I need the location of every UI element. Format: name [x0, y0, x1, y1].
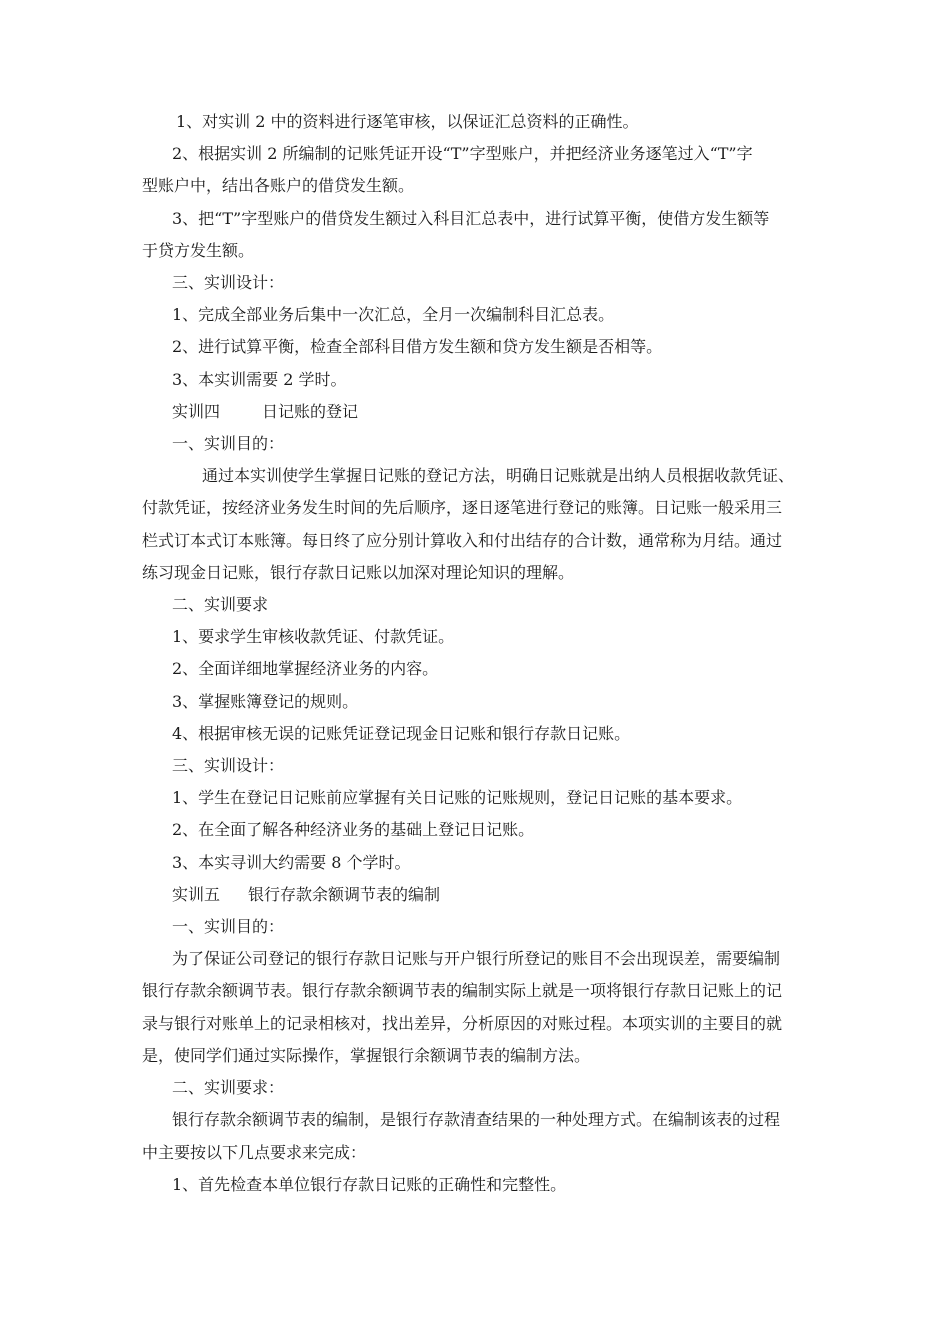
paragraph-line: 4、根据审核无误的记账凭证登记现金日记账和银行存款日记账。 — [172, 723, 631, 743]
chapter-title: 银行存款余额调节表的编制 — [248, 884, 441, 904]
chapter-heading-5 — [172, 879, 814, 911]
paragraph-line: 录与银行对账单上的记录相核对，找出差异，分析原因的对账过程。本项实训的主要目的就 — [142, 1013, 783, 1033]
paragraph-line: 3、本实寻训大约需要 8 个学时。 — [172, 852, 411, 872]
paragraph-line: 3、本实训需要 2 学时。 — [172, 369, 347, 389]
paragraph-line: 1、学生在登记日记账前应掌握有关日记账的记账规则，登记日记账的基本要求。 — [172, 788, 743, 808]
section-heading: 二、实训要求 — [172, 595, 269, 615]
paragraph-line: 型账户中，结出各账户的借贷发生额。 — [142, 176, 415, 196]
chapter-label: 实训五 — [172, 884, 221, 904]
section-heading: 一、实训目的： — [172, 434, 285, 454]
document-body — [142, 106, 814, 1201]
paragraph-line: 2、在全面了解各种经济业务的基础上登记日记账。 — [172, 820, 535, 840]
paragraph-line: 3、掌握账簿登记的规则。 — [172, 691, 359, 711]
chapter-heading-4 — [172, 396, 814, 428]
section-heading: 二、实训要求： — [172, 1078, 285, 1098]
paragraph-line: 于贷方发生额。 — [142, 240, 255, 260]
paragraph-line: 1、要求学生审核收款凭证、付款凭证。 — [172, 627, 455, 647]
section-heading: 三、实训设计： — [172, 756, 285, 776]
section-heading: 一、实训目的： — [172, 917, 285, 937]
chapter-label: 实训四 — [172, 401, 221, 421]
paragraph-line: 2、全面详细地掌握经济业务的内容。 — [172, 659, 439, 679]
paragraph-line: 通过本实训使学生掌握日记账的登记方法，明确日记账就是出纳人员根据收款凭证、 — [202, 466, 795, 486]
paragraph-line: 2、进行试算平衡，检查全部科目借方发生额和贷方发生额是否相等。 — [172, 337, 663, 357]
paragraph-line: 付款凭证，按经济业务发生时间的先后顺序，逐日逐笔进行登记的账簿。日记账一般采用三 — [142, 498, 783, 518]
paragraph-line: 银行存款余额调节表。银行存款余额调节表的编制实际上就是一项将银行存款日记账上的记 — [142, 981, 783, 1001]
paragraph-line: 中主要按以下几点要求来完成： — [142, 1142, 367, 1162]
chapter-title: 日记账的登记 — [262, 401, 359, 421]
paragraph-line: 2、根据实训 2 所编制的记账凭证开设“T”字型账户，并把经济业务逐笔过入“T”字 — [172, 144, 753, 164]
paragraph-line: 3、把“T”字型账户的借贷发生额过入科目汇总表中，进行试算平衡，使借方发生额等 — [172, 208, 770, 228]
section-heading: 三、实训设计： — [172, 273, 285, 293]
paragraph-line: 练习现金日记账，银行存款日记账以加深对理论知识的理解。 — [142, 562, 575, 582]
paragraph-line: 1、完成全部业务后集中一次汇总，全月一次编制科目汇总表。 — [172, 305, 615, 325]
paragraph-line: 1、首先检查本单位银行存款日记账的正确性和完整性。 — [172, 1174, 567, 1194]
paragraph-line: 是，使同学们通过实际操作，掌握银行余额调节表的编制方法。 — [142, 1045, 591, 1065]
paragraph-line: 1、对实训 2 中的资料进行逐笔审核，以保证汇总资料的正确性。 — [176, 112, 639, 131]
paragraph-line: 栏式订本式订本账簿。每日终了应分别计算收入和付出结存的合计数，通常称为月结。通过 — [142, 530, 783, 550]
paragraph-line: 为了保证公司登记的银行存款日记账与开户银行所登记的账目不会出现误差，需要编制 — [172, 949, 781, 969]
paragraph-line: 银行存款余额调节表的编制，是银行存款清查结果的一种处理方式。在编制该表的过程 — [172, 1110, 781, 1130]
